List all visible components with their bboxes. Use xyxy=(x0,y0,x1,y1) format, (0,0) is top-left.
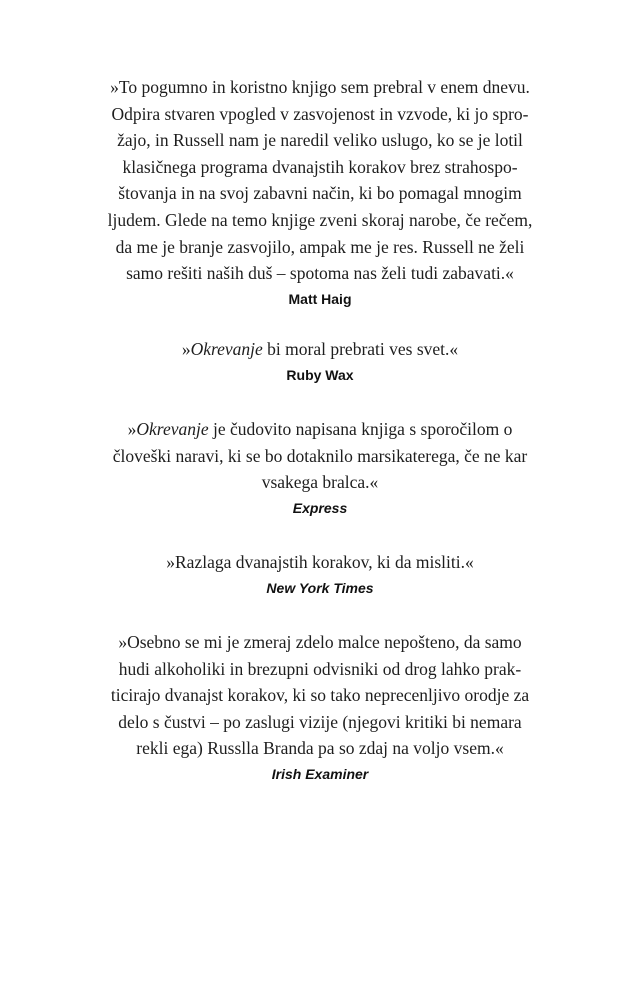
quote-line: hudi alkoholiki in brezupni odvisniki od drog lahko prak- xyxy=(118,658,522,679)
quote-line: samo rešiti naših duš – spotoma nas želi tudi zabavati.« xyxy=(126,263,514,284)
blurb-author: Matt Haig xyxy=(288,290,352,307)
blurb-new-york-times xyxy=(100,549,540,598)
quote-line: žajo, in Russell nam je naredil veliko uslugo, ko se je lotil xyxy=(117,130,523,151)
quote-line: »Osebno se mi je zmeraj zdelo malce nepošteno, da samo xyxy=(118,632,522,652)
quote-line: Odpira stvaren vpogled v zasvojenost in vzvode, ki jo spro- xyxy=(111,103,529,124)
blurb-quote xyxy=(100,629,540,762)
blurb-quote xyxy=(100,416,540,496)
quote-line: ljudem. Glede na temo knjige zveni skoraj narobe, če rečem, xyxy=(107,209,533,230)
quote-line: klasičnega programa dvanajstih korakov brez strahospo- xyxy=(122,156,518,177)
quote-line: ticirajo dvanajst korakov, ki so tako neprecenljivo orodje za xyxy=(110,685,530,706)
blurb-source: Irish Examiner xyxy=(271,765,369,782)
blurb-quote xyxy=(100,74,540,287)
quote-open-mark: » xyxy=(181,339,191,359)
book-title: Okrevanje xyxy=(136,419,209,439)
quote-line: vsakega bralca.« xyxy=(261,472,379,493)
quote-line: rekli ega) Russlla Branda pa so zdaj na voljo vsem.« xyxy=(136,738,504,759)
blurb-quote xyxy=(100,549,540,576)
blurb-source: Express xyxy=(292,499,348,516)
quote-line: delo s čustvi – po zaslugi vizije (njegovi kritiki bi nemara xyxy=(118,711,522,732)
quote-line: človeški naravi, ki se bo dotaknilo marsikaterega, če ne kar xyxy=(112,445,528,466)
blurb-author: Ruby Wax xyxy=(286,366,354,383)
quote-line xyxy=(100,336,540,363)
blurb-source: New York Times xyxy=(266,579,374,596)
quote-line: štovanja in na svoj zabavni način, ki bo pomagal mnogim xyxy=(118,183,522,204)
quote-line: »To pogumno in koristno knjigo sem prebral v enem dnevu. xyxy=(110,77,530,97)
blurb-matt-haig xyxy=(100,74,540,309)
book-title: Okrevanje xyxy=(190,339,263,359)
blurb-ruby-wax xyxy=(100,336,540,385)
quote-text: je čudovito napisana knjiga s sporočilom o xyxy=(208,419,513,439)
quote-line: »Razlaga dvanajstih korakov, ki da misliti.« xyxy=(166,552,474,572)
quote-line: da me je branje zasvojilo, ampak me je res. Russell ne želi xyxy=(115,236,525,257)
quote-line xyxy=(100,416,540,443)
blurb-irish-examiner xyxy=(100,629,540,784)
quote-text: bi moral prebrati ves svet.« xyxy=(262,339,459,359)
quote-open-mark: » xyxy=(127,419,137,439)
blurb-quote xyxy=(100,336,540,363)
blurb-express xyxy=(100,416,540,518)
